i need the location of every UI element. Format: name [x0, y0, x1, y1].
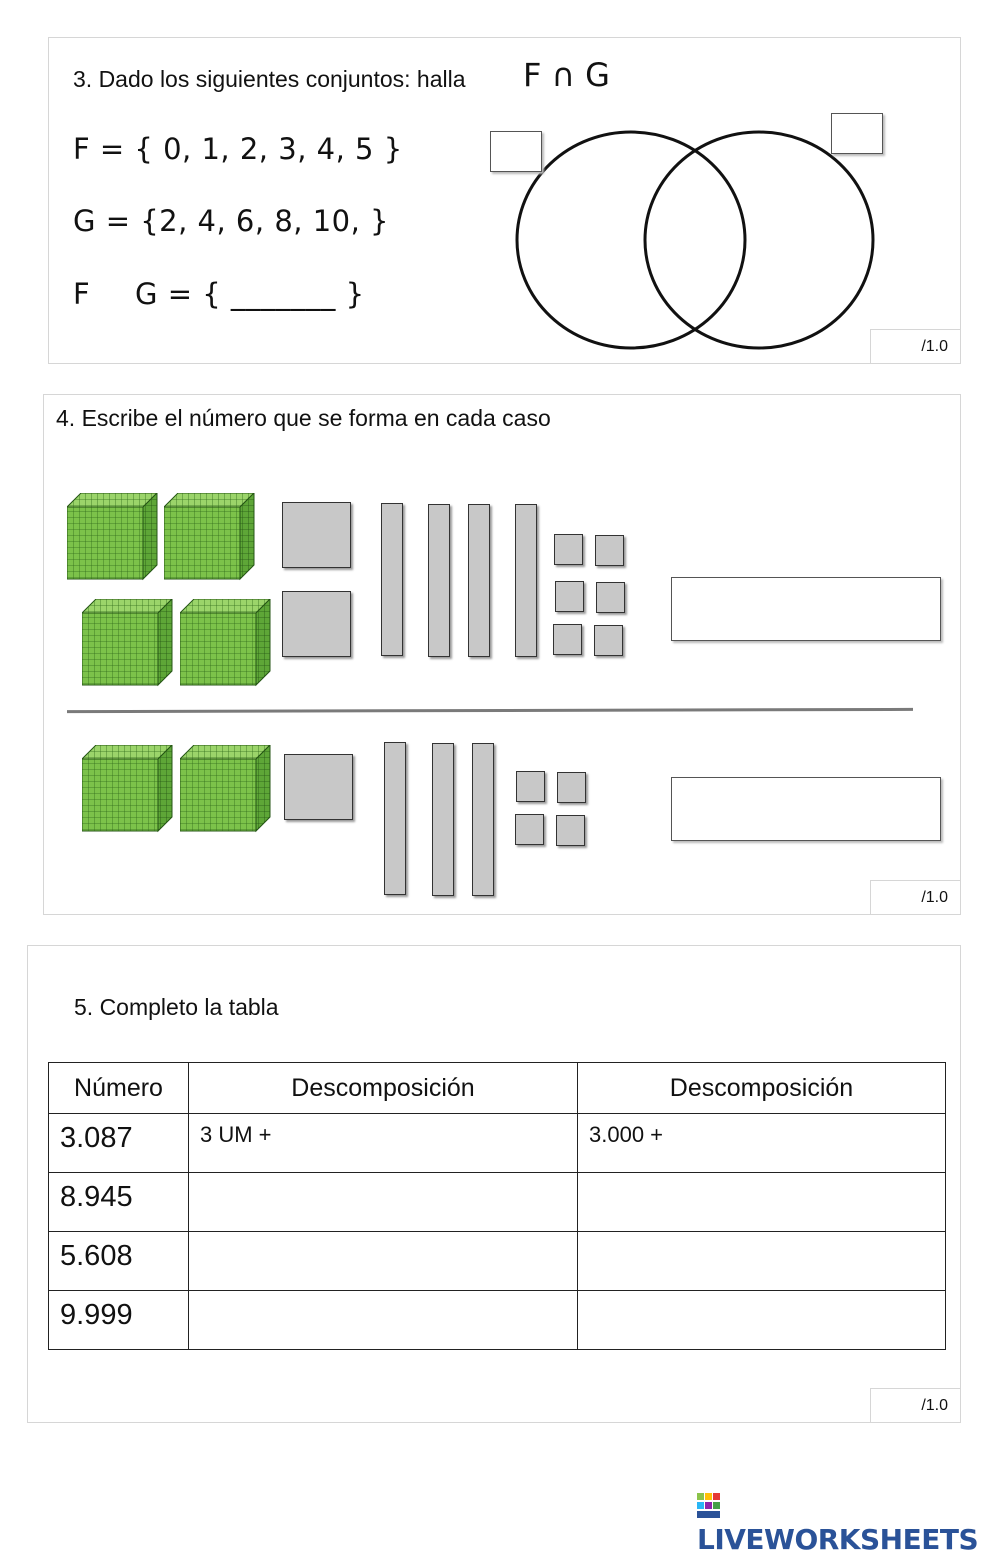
number-cell: 8.945	[49, 1173, 189, 1232]
hundred-flat	[284, 754, 353, 820]
ten-rod	[468, 504, 490, 657]
ten-rod	[384, 742, 406, 895]
unit-cube	[555, 581, 584, 612]
liveworksheets-brand-text: LIVEWORKSHEETS	[697, 1523, 979, 1556]
venn-circle-g	[645, 132, 873, 348]
question-4-panel	[43, 394, 961, 915]
decomposition-table	[48, 1062, 946, 1350]
table-header-row	[49, 1063, 946, 1114]
intersection-answer-line[interactable]: G = { _______ }	[135, 277, 365, 311]
score-q5: /1.0	[870, 1388, 960, 1422]
decomposition-input[interactable]: 3.000 +	[578, 1114, 946, 1173]
answer-box-case-2[interactable]	[671, 777, 941, 841]
number-cell: 3.087	[49, 1114, 189, 1173]
set-g: G = {2, 4, 6, 8, 10, }	[73, 204, 389, 238]
question-3-title: 3. Dado los siguientes conjuntos: halla	[73, 66, 466, 92]
liveworksheets-mark-icon	[697, 1493, 721, 1519]
table-row	[49, 1114, 946, 1173]
decomposition-input[interactable]	[189, 1291, 578, 1350]
score-q4: /1.0	[870, 880, 960, 914]
question-4-title: 4. Escribe el número que se forma en cada caso	[56, 405, 551, 431]
score-q3: /1.0	[870, 329, 960, 363]
ten-rod	[472, 743, 494, 896]
table-row	[49, 1173, 946, 1232]
thousand-cube	[82, 745, 174, 833]
liveworksheets-logo	[697, 1490, 1000, 1556]
unit-cube	[595, 535, 624, 566]
set-f: F = { 0, 1, 2, 3, 4, 5 }	[73, 132, 403, 166]
unit-cube	[516, 771, 545, 802]
hundred-flat	[282, 591, 351, 657]
decomposition-input[interactable]	[189, 1173, 578, 1232]
header-numero: Número	[49, 1063, 189, 1114]
unit-cube	[596, 582, 625, 613]
unit-cube	[553, 624, 582, 655]
venn-label-box-g[interactable]	[831, 113, 883, 154]
thousand-cube	[67, 493, 159, 581]
answer-box-case-1[interactable]	[671, 577, 941, 641]
intersection-label-f: F	[73, 277, 91, 311]
number-cell: 5.608	[49, 1232, 189, 1291]
ten-rod	[515, 504, 537, 657]
header-descomposicion-1: Descomposición	[189, 1063, 578, 1114]
thousand-cube	[180, 745, 272, 833]
question-5-title: 5. Completo la tabla	[74, 994, 279, 1020]
intersection-operation: F ∩ G	[523, 56, 610, 94]
separator-line	[67, 708, 913, 713]
decomposition-input[interactable]	[578, 1291, 946, 1350]
decomposition-input[interactable]	[578, 1173, 946, 1232]
thousand-cube	[180, 599, 272, 687]
unit-cube	[594, 625, 623, 656]
hundred-flat	[282, 502, 351, 568]
unit-cube	[556, 815, 585, 846]
thousand-cube	[164, 493, 256, 581]
decomposition-input[interactable]	[578, 1232, 946, 1291]
unit-cube	[557, 772, 586, 803]
venn-circle-f	[517, 132, 745, 348]
number-cell: 9.999	[49, 1291, 189, 1350]
ten-rod	[432, 743, 454, 896]
ten-rod	[381, 503, 403, 656]
ten-rod	[428, 504, 450, 657]
venn-label-box-f[interactable]	[490, 131, 542, 172]
unit-cube	[554, 534, 583, 565]
table-row	[49, 1232, 946, 1291]
decomposition-input[interactable]: 3 UM +	[189, 1114, 578, 1173]
table-row	[49, 1291, 946, 1350]
header-descomposicion-2: Descomposición	[578, 1063, 946, 1114]
thousand-cube	[82, 599, 174, 687]
unit-cube	[515, 814, 544, 845]
question-3-panel	[48, 37, 961, 364]
decomposition-input[interactable]	[189, 1232, 578, 1291]
